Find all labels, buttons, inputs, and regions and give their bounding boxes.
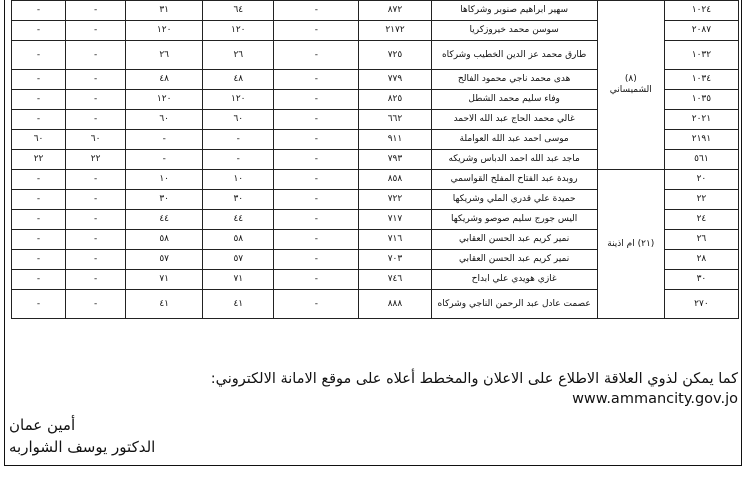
parcel-number-cell: ٢٧٠: [664, 290, 738, 319]
parcel-number-cell: ١٠٢٤: [664, 1, 738, 21]
col-5-cell: ٥٧: [203, 250, 274, 270]
col-5-cell: ٥٨: [203, 230, 274, 250]
col-8-cell: -: [12, 250, 66, 270]
signature-block: [9, 414, 155, 458]
col-5-cell: ١٢٠: [203, 90, 274, 110]
col-5-cell: -: [203, 150, 274, 170]
area-cell: ٧٤٦: [359, 270, 431, 290]
parcels-table: [11, 0, 739, 319]
owner-name-cell: طارق محمد عز الدين الخطيب وشركاه: [431, 41, 597, 70]
col-6-cell: ٣٠: [126, 190, 203, 210]
col-7-cell: -: [66, 41, 126, 70]
owner-name-cell: ماجد عبد الله احمد الدباس وشريكه: [431, 150, 597, 170]
col-8-cell: -: [12, 21, 66, 41]
col-7-cell: -: [66, 110, 126, 130]
col-6-cell: ٤٨: [126, 70, 203, 90]
owner-name-cell: وفاء سليم محمد الشطل: [431, 90, 597, 110]
col-8-cell: -: [12, 270, 66, 290]
col-5-cell: ٦٤: [203, 1, 274, 21]
parcel-number-cell: ٢١٩١: [664, 130, 738, 150]
owner-name-cell: عصمت عادل عبد الرحمن الناجي وشركاه: [431, 290, 597, 319]
area-cell: ٧٠٣: [359, 250, 431, 270]
col-4-cell: -: [274, 150, 359, 170]
col-7-cell: ٢٢: [66, 150, 126, 170]
col-5-cell: ٧١: [203, 270, 274, 290]
col-7-cell: -: [66, 170, 126, 190]
owner-name-cell: اليس جورج سليم صوصو وشريكها: [431, 210, 597, 230]
col-7-cell: -: [66, 21, 126, 41]
col-7-cell: -: [66, 190, 126, 210]
parcel-number-cell: ١٠٣٤: [664, 70, 738, 90]
col-5-cell: ٤٤: [203, 210, 274, 230]
col-4-cell: -: [274, 170, 359, 190]
table-row: [12, 170, 739, 190]
area-cell: ٧١٦: [359, 230, 431, 250]
parcel-number-cell: ٢٠٢١: [664, 110, 738, 130]
owner-name-cell: حميدة علي قدري الملي وشريكها: [431, 190, 597, 210]
col-4-cell: -: [274, 41, 359, 70]
col-6-cell: -: [126, 150, 203, 170]
area-cell: ٦٦٢: [359, 110, 431, 130]
col-4-cell: -: [274, 130, 359, 150]
col-4-cell: -: [274, 70, 359, 90]
col-7-cell: -: [66, 70, 126, 90]
parcels-table-body: [12, 1, 739, 319]
col-6-cell: ٥٨: [126, 230, 203, 250]
col-4-cell: -: [274, 110, 359, 130]
region-cell: (٨) الشميساني: [597, 1, 664, 170]
col-7-cell: -: [66, 90, 126, 110]
col-7-cell: -: [66, 230, 126, 250]
col-8-cell: ٦٠: [12, 130, 66, 150]
col-4-cell: -: [274, 21, 359, 41]
col-6-cell: ٤٤: [126, 210, 203, 230]
area-cell: ٧٢٥: [359, 41, 431, 70]
col-7-cell: -: [66, 1, 126, 21]
col-4-cell: -: [274, 210, 359, 230]
parcel-number-cell: ٢٨: [664, 250, 738, 270]
col-4-cell: -: [274, 230, 359, 250]
col-6-cell: ٦٠: [126, 110, 203, 130]
area-cell: ٢١٧٢: [359, 21, 431, 41]
col-8-cell: ٢٢: [12, 150, 66, 170]
parcel-number-cell: ١٠٣٥: [664, 90, 738, 110]
col-6-cell: ١٢٠: [126, 90, 203, 110]
col-5-cell: -: [203, 130, 274, 150]
area-cell: ٧٩٣: [359, 150, 431, 170]
owner-name-cell: سهير ابراهيم صنوبر وشركاها: [431, 1, 597, 21]
table-row: [12, 1, 739, 21]
col-4-cell: -: [274, 1, 359, 21]
col-6-cell: -: [126, 130, 203, 150]
area-cell: ٧٧٩: [359, 70, 431, 90]
col-8-cell: -: [12, 41, 66, 70]
col-6-cell: ١٠: [126, 170, 203, 190]
col-6-cell: ٢٦: [126, 41, 203, 70]
owner-name-cell: نمير كريم عبد الحسن العقابي: [431, 230, 597, 250]
col-7-cell: ٦٠: [66, 130, 126, 150]
area-cell: ٩١١: [359, 130, 431, 150]
col-4-cell: -: [274, 90, 359, 110]
parcel-number-cell: ٢٢: [664, 190, 738, 210]
area-cell: ٨٥٨: [359, 170, 431, 190]
owner-name-cell: هدى محمد ناجي محمود الفالح: [431, 70, 597, 90]
col-6-cell: ٤١: [126, 290, 203, 319]
col-8-cell: -: [12, 90, 66, 110]
col-7-cell: -: [66, 270, 126, 290]
col-6-cell: ٣١: [126, 1, 203, 21]
area-cell: ٨٧٢: [359, 1, 431, 21]
col-5-cell: ٤١: [203, 290, 274, 319]
col-7-cell: -: [66, 250, 126, 270]
col-5-cell: ١٠: [203, 170, 274, 190]
col-4-cell: -: [274, 290, 359, 319]
col-7-cell: -: [66, 210, 126, 230]
owner-name-cell: روبدة عبد الفتاح المفلح القواسمي: [431, 170, 597, 190]
parcel-number-cell: ٢٤: [664, 210, 738, 230]
col-5-cell: ٤٨: [203, 70, 274, 90]
col-6-cell: ٥٧: [126, 250, 203, 270]
col-8-cell: -: [12, 290, 66, 319]
parcel-number-cell: ٥٦١: [664, 150, 738, 170]
col-8-cell: -: [12, 1, 66, 21]
col-5-cell: ١٢٠: [203, 21, 274, 41]
col-8-cell: -: [12, 210, 66, 230]
parcel-number-cell: ٢٠٨٧: [664, 21, 738, 41]
col-4-cell: -: [274, 190, 359, 210]
col-5-cell: ٦٠: [203, 110, 274, 130]
col-8-cell: -: [12, 110, 66, 130]
col-8-cell: -: [12, 170, 66, 190]
area-cell: ٨٢٥: [359, 90, 431, 110]
area-cell: ٧١٧: [359, 210, 431, 230]
col-5-cell: ٢٦: [203, 41, 274, 70]
parcel-number-cell: ٢٠: [664, 170, 738, 190]
owner-name-cell: سوسن محمد خيروزكريا: [431, 21, 597, 41]
col-7-cell: -: [66, 290, 126, 319]
owner-name-cell: نمير كريم عبد الحسن العقابي: [431, 250, 597, 270]
col-8-cell: -: [12, 70, 66, 90]
notice-text: كما يمكن لذوي العلاقة الاطلاع على الاعلان والمخطط أعلاه على موقع الامانة الالكتروني:: [210, 371, 738, 387]
col-8-cell: -: [12, 230, 66, 250]
col-6-cell: ٧١: [126, 270, 203, 290]
area-cell: ٨٨٨: [359, 290, 431, 319]
owner-name-cell: موسى احمد عبد الله العواملة: [431, 130, 597, 150]
region-cell: (٢١) ام اذينة: [597, 170, 664, 319]
owner-name-cell: غازي هويدي علي ابداح: [431, 270, 597, 290]
owner-name-cell: غالي محمد الحاج عبد الله الاحمد: [431, 110, 597, 130]
col-6-cell: ١٢٠: [126, 21, 203, 41]
parcel-number-cell: ٢٦: [664, 230, 738, 250]
col-4-cell: -: [274, 250, 359, 270]
signer-title: أمين عمان: [9, 416, 76, 434]
area-cell: ٧٢٢: [359, 190, 431, 210]
col-4-cell: -: [274, 270, 359, 290]
parcel-number-cell: ١٠٣٢: [664, 41, 738, 70]
website-link[interactable]: www.ammancity.gov.jo: [572, 391, 738, 407]
col-8-cell: -: [12, 190, 66, 210]
parcel-number-cell: ٣٠: [664, 270, 738, 290]
signer-name: الدكتور يوسف الشواربه: [9, 438, 156, 456]
col-5-cell: ٣٠: [203, 190, 274, 210]
